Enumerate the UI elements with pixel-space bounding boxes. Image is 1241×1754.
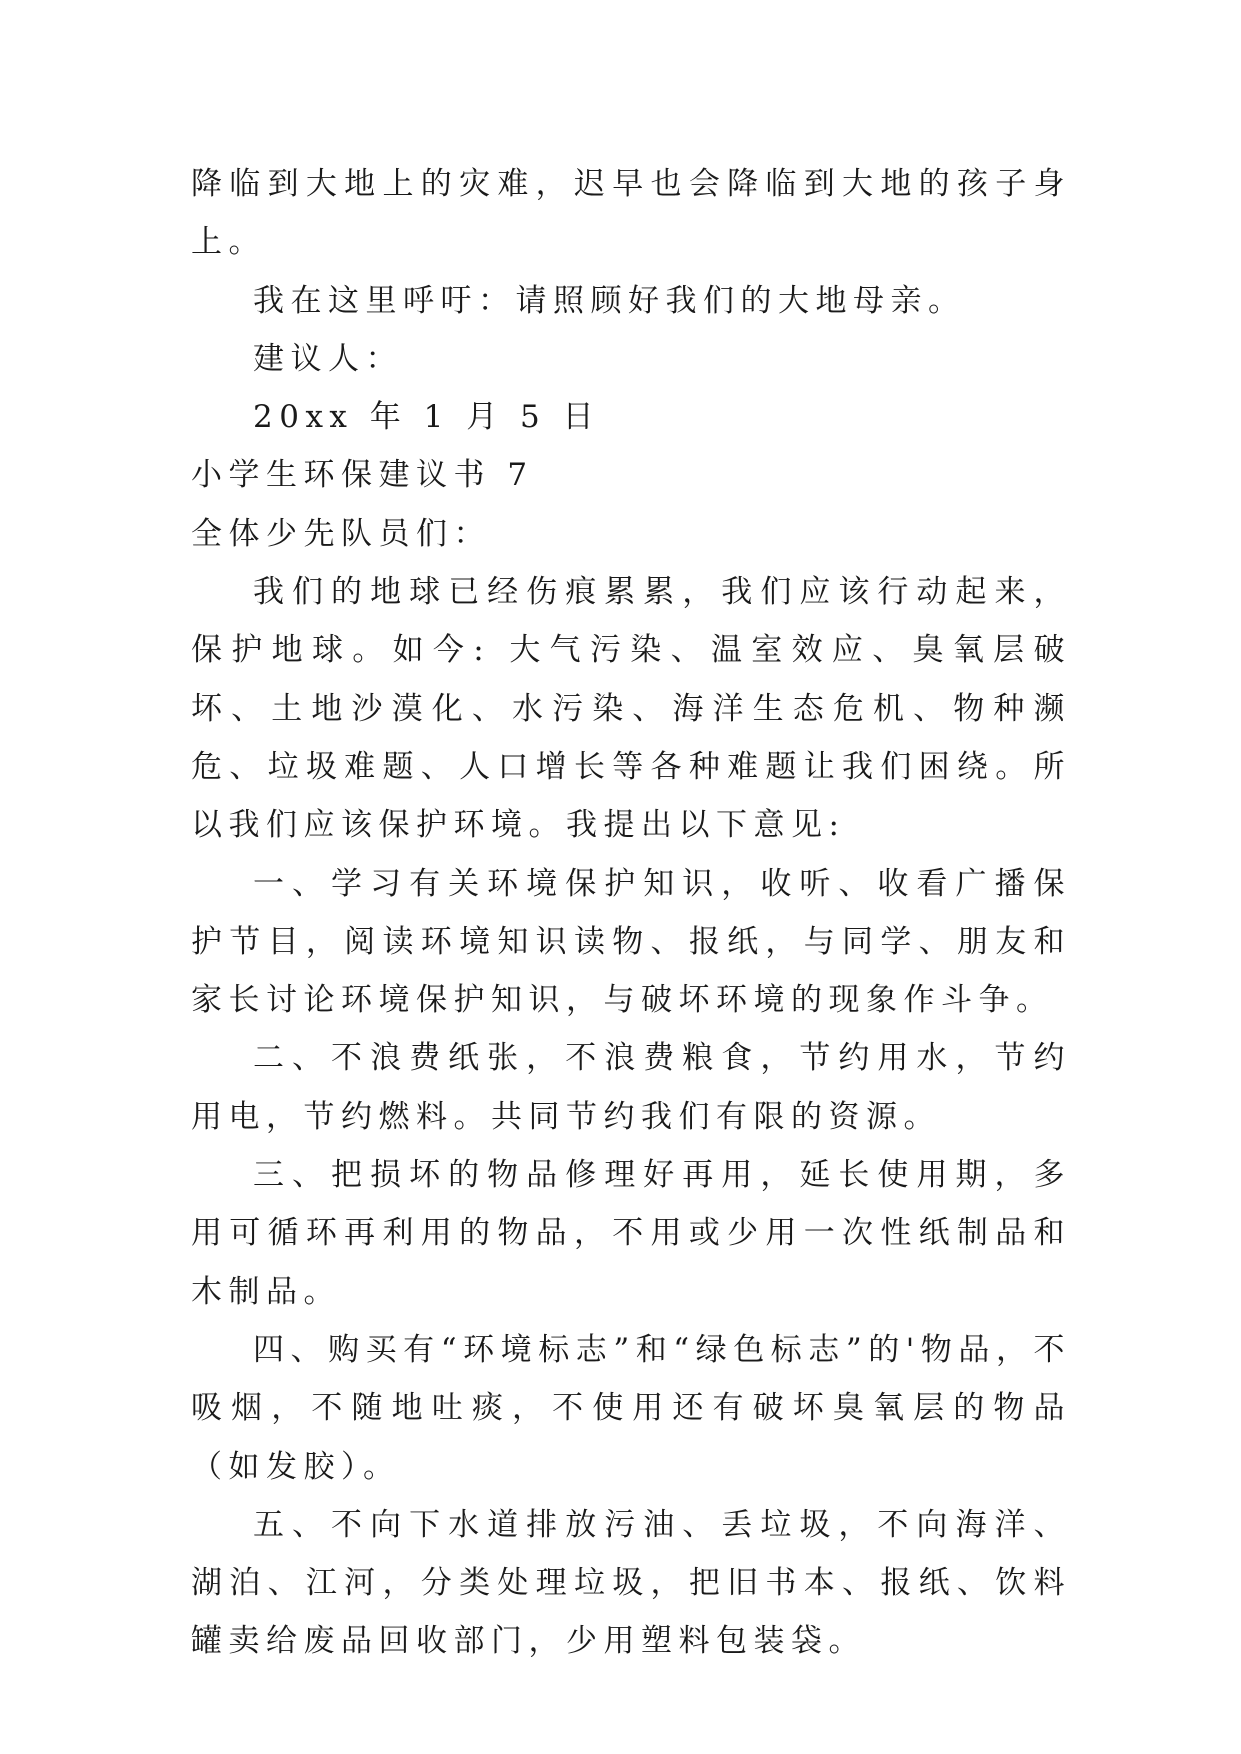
suggestion-5: 五、不向下水道排放污油、丢垃圾，不向海洋、湖泊、江河，分类处理垃圾，把旧书本、报纸、饮料罐卖给废品回收部门，少用塑料包装袋。 (191, 1506, 1071, 1660)
suggestion-4: 四、购买有“环境标志”和“绿色标志”的'物品，不吸烟，不随地吐痰，不使用还有破坏臭氧层的物品（如发胶）。 (191, 1331, 1071, 1485)
signature-proposer: 建议人： (253, 340, 403, 377)
paragraph-appeal: 我在这里呼吁：请照顾好我们的大地母亲。 (253, 282, 966, 319)
suggestion-1: 一、学习有关环境保护知识，收听、收看广播保护节目，阅读环境知识读物、报纸，与同学、朋友和家长讨论环境保护知识，与破坏环境的现象作斗争。 (191, 865, 1071, 1019)
document-body (191, 155, 1071, 1671)
section-title: 小学生环保建议书 7 (191, 457, 534, 494)
paragraph-intro: 我们的地球已经伤痕累累，我们应该行动起来，保护地球。如今: 大气污染、温室效应、臭氧层破坏、土地沙漠化、水污染、海洋生态危机、物种濒危、垃圾难题、人口增长等各种难题让我们困绕。所以我们应该保护环境。我提出以下意见: (191, 574, 1071, 844)
paragraph-continuation: 降临到大地上的灾难，迟早也会降临到大地的孩子身上。 (191, 166, 1071, 261)
suggestion-2: 二、不浪费纸张，不浪费粮食，节约用水，节约用电，节约燃料。共同节约我们有限的资源。 (191, 1040, 1071, 1135)
signature-date: 20xx 年 1 月 5 日 (253, 399, 601, 436)
salutation: 全体少先队员们： (191, 515, 491, 552)
suggestion-3: 三、把损坏的物品修理好再用，延长使用期，多用可循环再利用的物品，不用或少用一次性纸制品和木制品。 (191, 1157, 1071, 1310)
